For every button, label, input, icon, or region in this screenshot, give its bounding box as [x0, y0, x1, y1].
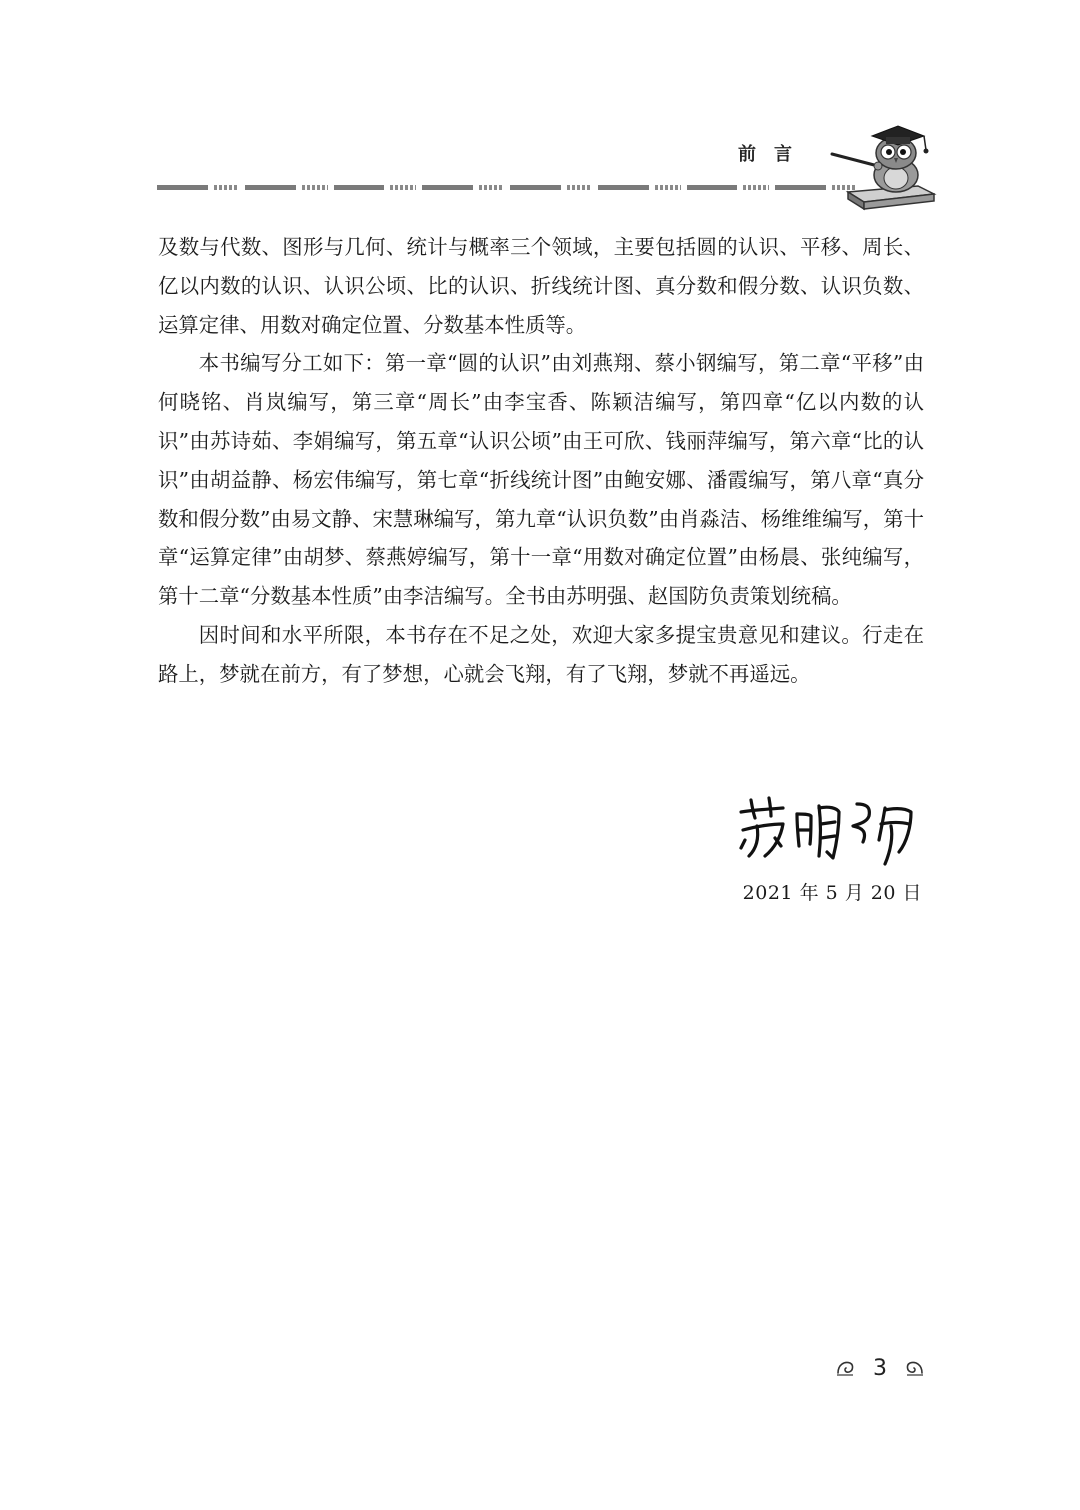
swirl-icon: [905, 1358, 925, 1378]
paragraph: 本书编写分工如下：第一章“圆的认识”由刘燕翔、蔡小钢编写，第二章“平移”由何晓铭、肖岚编写，第三章“周长”由李宝香、陈颖洁编写，第四章“亿以内数的认识”由苏诗茹、李娟编写，第五章“认识公顷”由王可欣、钱丽萍编写，第六章“比的认识”由胡益静、杨宏伟编写，第七章“折线统计图”由鲍安娜、潘霞编写，第八章“真分数和假分数”由易文静、宋慧琳编写，第九章“认识负数”由肖淼洁、杨维维编写，第十章“运算定律”由胡梦、蔡燕婷编写，第十一章“用数对确定位置”由杨晨、张纯编写，第十二章“分数基本性质”由李洁编写。全书由苏明强、赵国防负责策划统稿。: [158, 351, 924, 609]
page-footer: [835, 1352, 925, 1384]
handwritten-signature: [735, 790, 925, 870]
paragraph: 因时间和水平所限，本书存在不足之处，欢迎大家多提宝贵意见和建议。行走在路上，梦就在前方，有了梦想，心就会飞翔，有了飞翔，梦就不再遥远。: [158, 622, 924, 686]
section-title: 前言: [738, 144, 810, 165]
owl-graduate-icon: [830, 120, 940, 215]
date: 2021 年 5 月 20 日: [742, 882, 922, 904]
header-divider: [157, 183, 857, 191]
paragraph: 及数与代数、图形与几何、统计与概率三个领域，主要包括圆的认识、平移、周长、亿以内数的认识、认识公顷、比的认识、折线统计图、真分数和假分数、认识负数、运算定律、用数对确定位置、分数基本性质等。: [158, 235, 924, 337]
swirl-icon: [835, 1358, 855, 1378]
page-number: 3: [873, 1355, 887, 1381]
preface-body: [158, 228, 924, 694]
